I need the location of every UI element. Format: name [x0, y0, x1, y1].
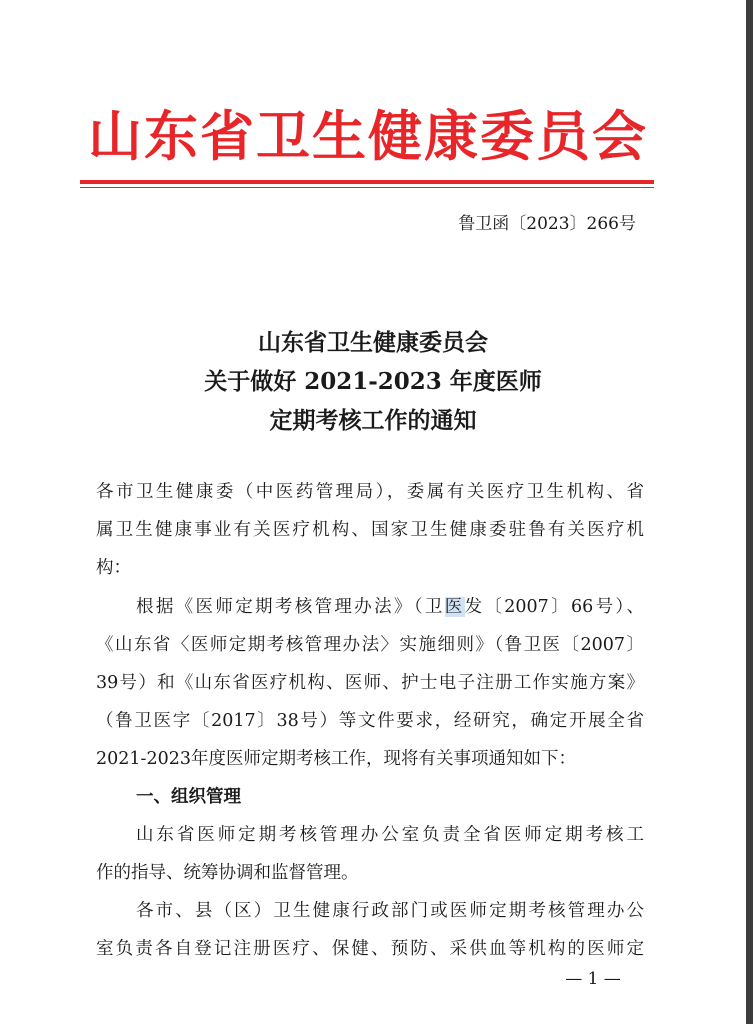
selected-text-highlight[interactable]: 医: [444, 597, 465, 617]
paragraph-2-line-2: 作的指导、统筹协调和监督管理。: [96, 863, 359, 883]
paragraph-1-line-3: 39号）和《山东省医疗机构、医师、护士电子注册工作实施方案》: [96, 673, 644, 693]
paragraph-1-line-2: 《山东省〈医师定期考核管理办法〉实施细则》（鲁卫医〔2007〕: [96, 635, 644, 655]
red-divider-thin: [80, 187, 654, 188]
title-line-2: 关于做好 2021-2023 年度医师: [204, 368, 542, 395]
title-line-1: 山东省卫生健康委员会: [258, 329, 488, 356]
paragraph-3-line-2: 室负责各自登记注册医疗、保健、预防、采供血等机构的医师定: [96, 939, 644, 959]
salutation-line-2: 属卫生健康事业有关医疗机构、国家卫生健康委驻鲁有关医疗机: [96, 520, 644, 540]
section-1-heading: 一、组织管理: [136, 787, 241, 807]
p1-l1-post: 发〔2007〕66号）、: [464, 597, 645, 617]
paragraph-3-line-1: 各市、县（区）卫生健康行政部门或医师定期考核管理办公: [136, 901, 644, 921]
salutation-line-1: 各市卫生健康委（中医药管理局），委属有关医疗卫生机构、省: [96, 482, 644, 502]
salutation-line-3: 构：: [96, 558, 131, 578]
paragraph-1-line-5: 2021-2023年度医师定期考核工作，现将有关事项通知如下：: [96, 749, 576, 769]
viewer-edge: [746, 0, 753, 1024]
paragraph-1-line-1: [136, 595, 644, 619]
page-number: — 1 —: [565, 969, 621, 989]
document-number: 鲁卫函〔2023〕266号: [458, 214, 636, 234]
title-line-3: 定期考核工作的通知: [269, 407, 477, 434]
paragraph-2-line-1: 山东省医师定期考核管理办公室负责全省医师定期考核工: [136, 825, 644, 845]
p1-l1-pre: 根据《医师定期考核管理办法》（卫: [136, 597, 445, 617]
issuer-header: 山东省卫生健康委员会: [88, 104, 648, 168]
paragraph-1-line-4: （鲁卫医字〔2017〕38号）等文件要求，经研究，确定开展全省: [96, 711, 644, 731]
red-divider-thick: [80, 180, 654, 184]
